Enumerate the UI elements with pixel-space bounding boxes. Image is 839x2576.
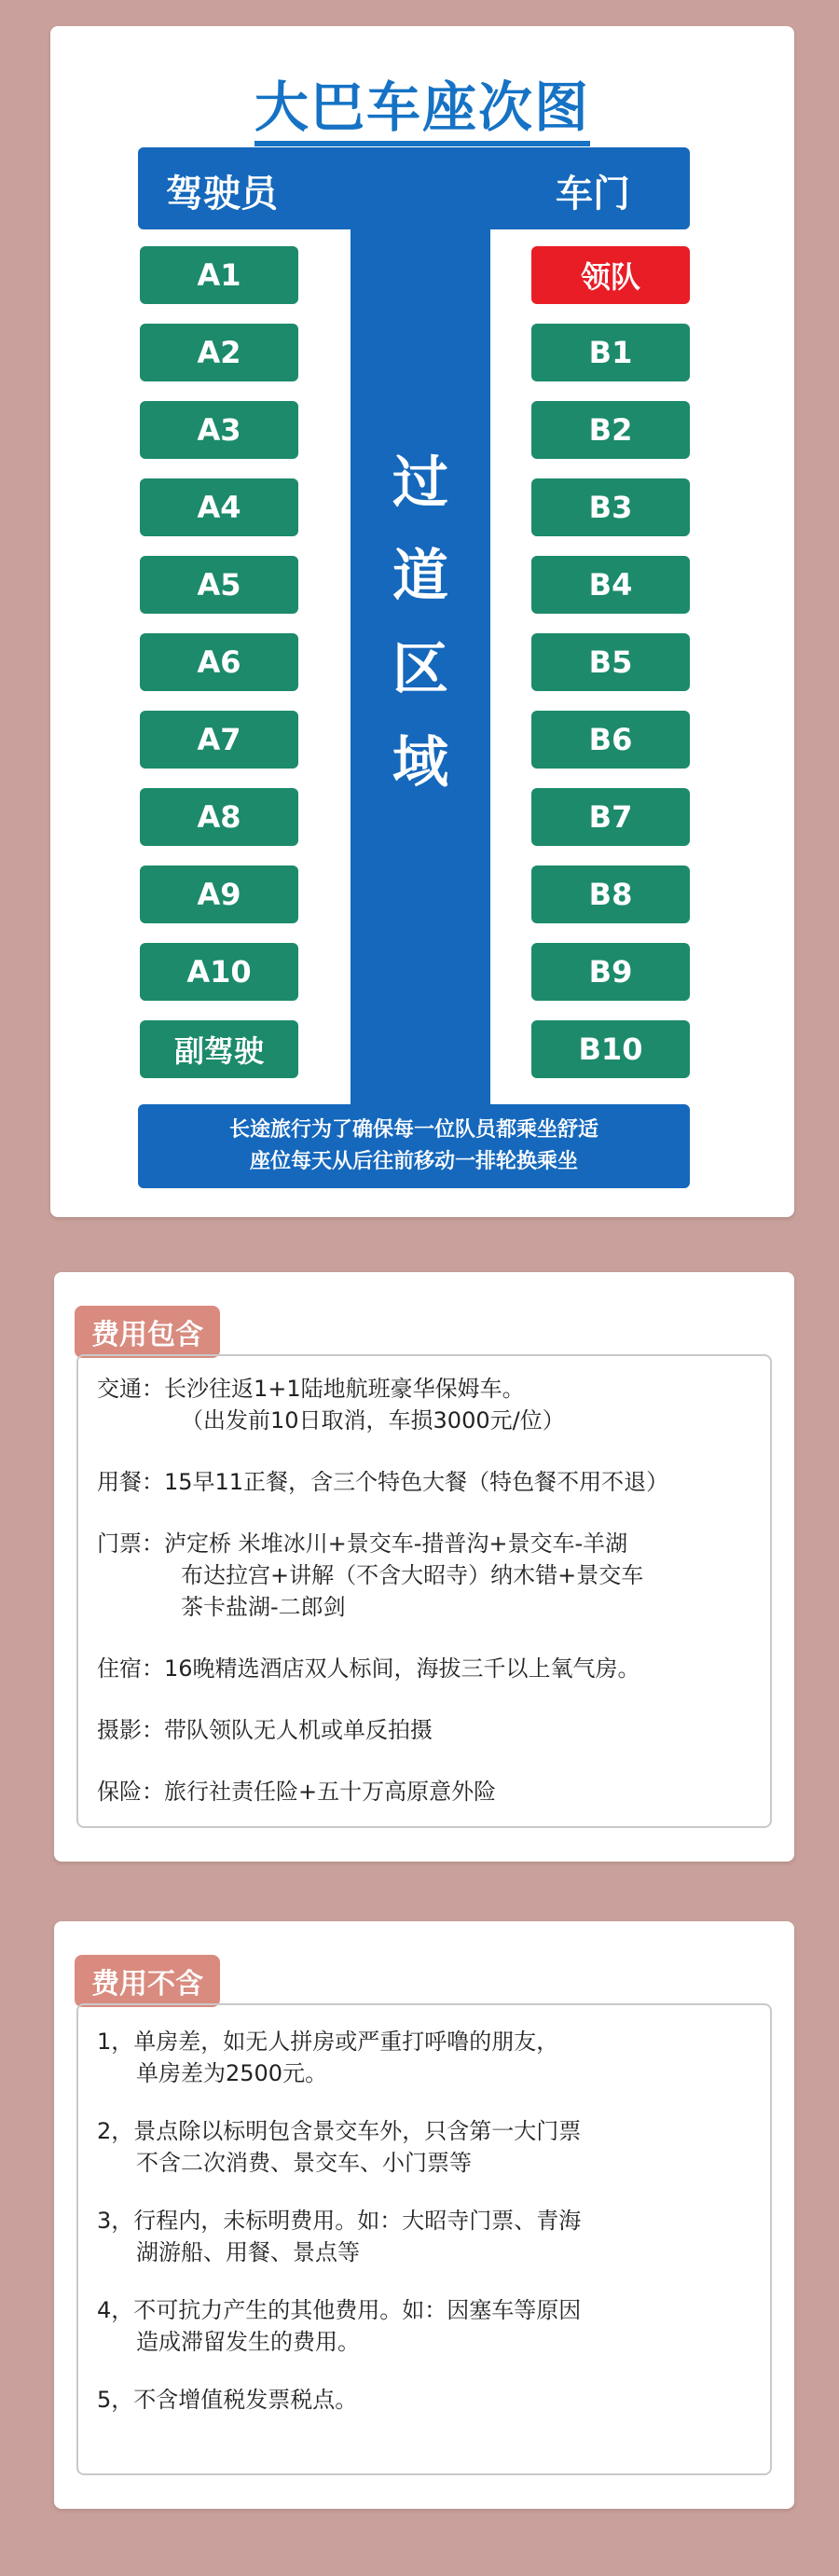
rotation-notice: 长途旅行为了确保每一位队员都乘坐舒适 座位每天从后往前移动一排轮换乘坐 <box>138 1104 690 1188</box>
seat-b10: B10 <box>531 1020 690 1078</box>
seat-a9: A9 <box>140 866 298 923</box>
seat-b6: B6 <box>531 711 690 769</box>
seat-leader: 领队 <box>531 246 690 304</box>
door-label: 车门 <box>556 173 630 215</box>
list-item-force-majeure: 4，不可抗力产生的其他费用。如：因塞车等原因 造成滞留发生的费用。 <box>97 2297 582 2355</box>
seat-chart-card <box>50 26 794 1217</box>
page-title: 大巴车座次图 <box>50 63 794 142</box>
seat-b4: B4 <box>531 556 690 614</box>
list-item-photography: 摄影：带队领队无人机或单反拍摄 <box>97 1717 433 1743</box>
seat-b9: B9 <box>531 943 690 1001</box>
front-bar <box>138 147 690 229</box>
seat-a7: A7 <box>140 711 298 769</box>
list-item-transport: 交通：长沙往返1+1陆地航班豪华保姆车。 （出发前10日取消，车损3000元/位） <box>97 1376 565 1433</box>
aisle-label: 过 道 区 域 <box>392 450 448 796</box>
cost-included-card <box>54 1272 794 1862</box>
cost-excluded-card <box>54 1921 794 2509</box>
seat-a4: A4 <box>140 478 298 536</box>
seat-b2: B2 <box>531 401 690 459</box>
seat-b1: B1 <box>531 324 690 381</box>
seat-b5: B5 <box>531 633 690 691</box>
seat-a5: A5 <box>140 556 298 614</box>
seat-a8: A8 <box>140 788 298 846</box>
seat-a10: A10 <box>140 943 298 1001</box>
list-item-attractions: 2，景点除以标明包含景交车外，只含第一大门票 不含二次消费、景交车、小门票等 <box>97 2118 582 2176</box>
cost-excluded-list <box>76 2003 772 2475</box>
driver-label: 驾驶员 <box>166 173 278 215</box>
aisle <box>351 213 490 1131</box>
list-item-tax: 5，不含增值税发票税点。 <box>97 2387 358 2413</box>
seat-a1: A1 <box>140 246 298 304</box>
list-item-tickets: 门票：泸定桥 米堆冰川+景交车-措普沟+景交车-羊湖 布达拉宫+讲解（不含大昭寺）纳木错+景交车 茶卡盐湖-二郎剑 <box>97 1530 644 1620</box>
seat-b8: B8 <box>531 866 690 923</box>
seat-a2: A2 <box>140 324 298 381</box>
list-item-single-room: 1，单房差，如无人拼房或严重打呼噜的朋友， 单房差为2500元。 <box>97 2029 559 2086</box>
seat-b7: B7 <box>531 788 690 846</box>
list-item-insurance: 保险：旅行社责任险+五十万高原意外险 <box>97 1779 497 1805</box>
cost-excluded-tag: 费用不含 <box>75 1955 220 2007</box>
list-item-lodging: 住宿：16晚精选酒店双人标间，海拔三千以上氧气房。 <box>97 1655 640 1682</box>
seat-a6: A6 <box>140 633 298 691</box>
cost-included-list <box>76 1354 772 1828</box>
seat-a3: A3 <box>140 401 298 459</box>
list-item-unlisted: 3，行程内，未标明费用。如：大昭寺门票、青海 湖游船、用餐、景点等 <box>97 2208 582 2265</box>
cost-included-tag: 费用包含 <box>75 1306 220 1358</box>
list-item-meals: 用餐：15早11正餐，含三个特色大餐（特色餐不用不退） <box>97 1469 669 1495</box>
seat-b3: B3 <box>531 478 690 536</box>
seat-co-driver: 副驾驶 <box>140 1020 298 1078</box>
